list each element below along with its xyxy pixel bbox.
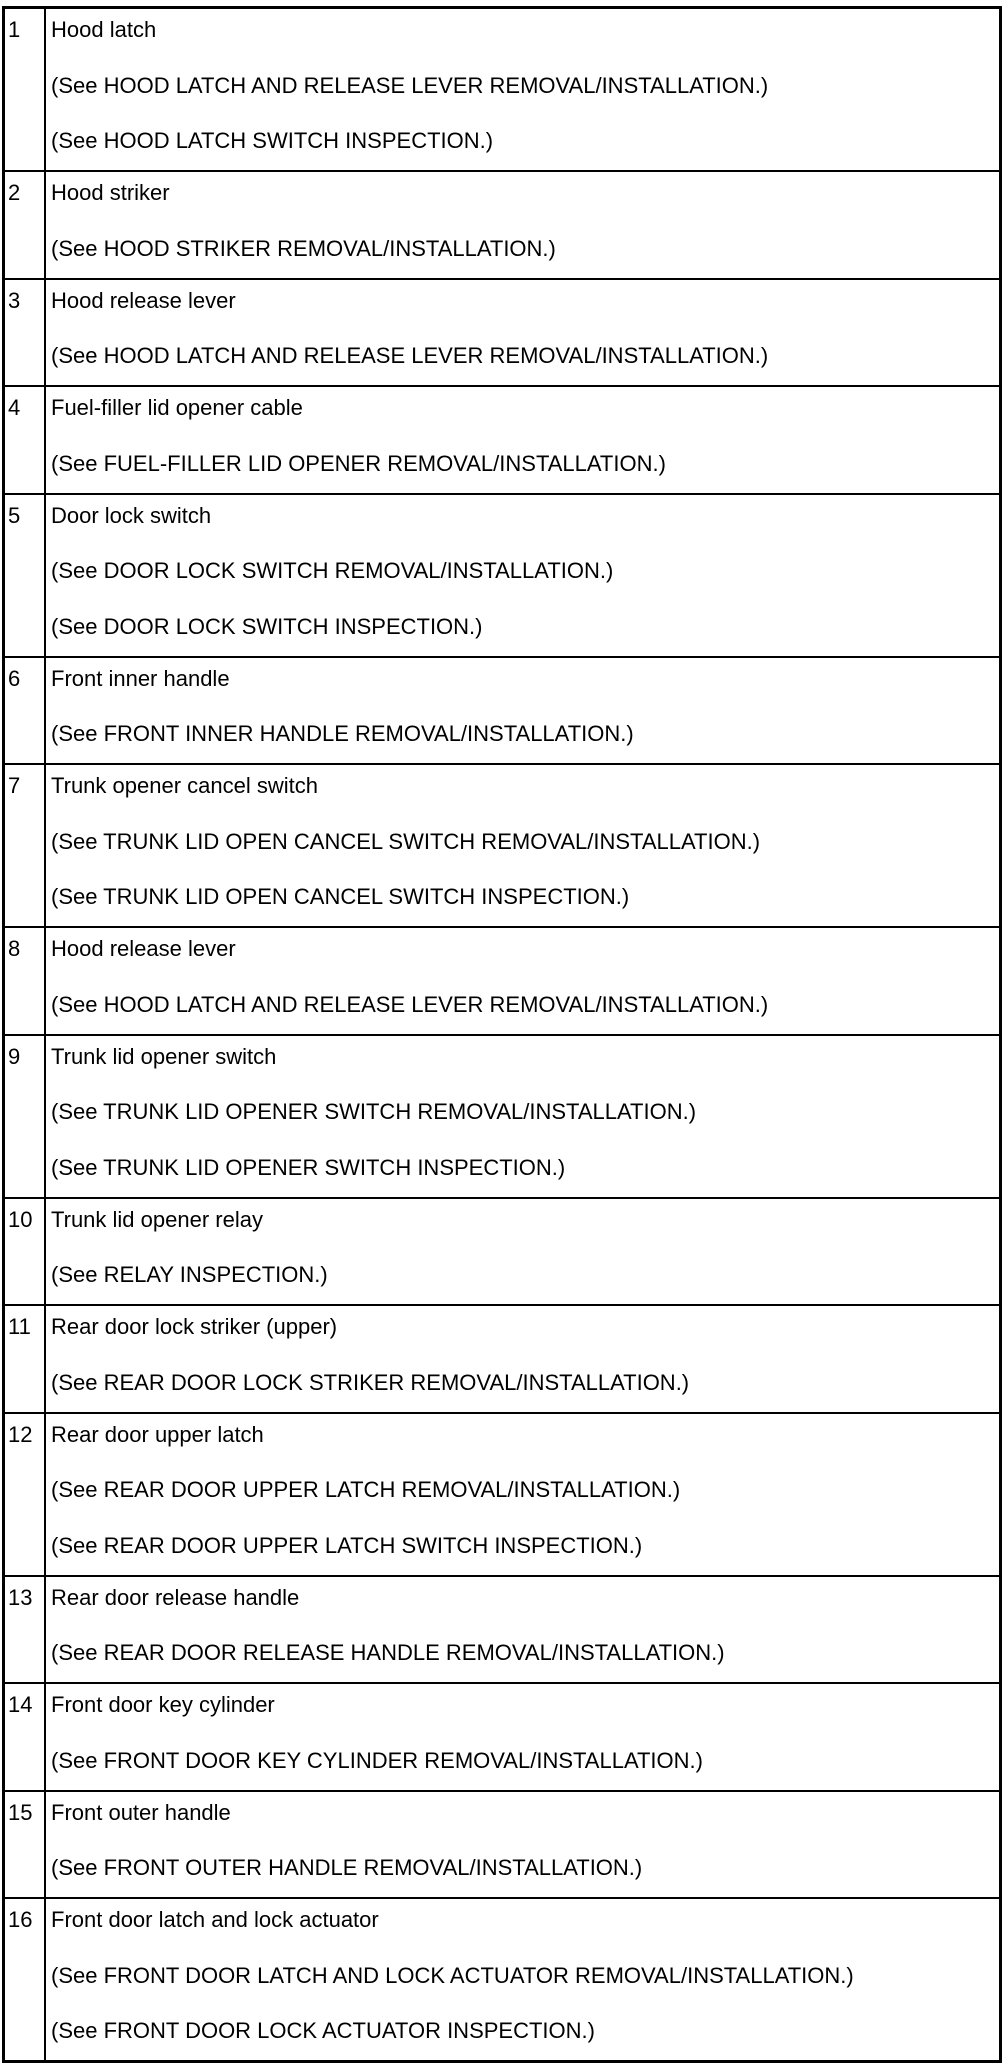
item-description [45, 764, 1001, 927]
item-reference-link[interactable]: (See HOOD STRIKER REMOVAL/INSTALLATION.) [51, 235, 556, 261]
item-title: Rear door lock striker (upper) [51, 1314, 338, 1339]
item-number: 5 [4, 494, 46, 657]
item-number: 12 [4, 1413, 46, 1576]
item-reference-link[interactable]: (See HOOD LATCH AND RELEASE LEVER REMOVAL/INSTALLATION.) [51, 72, 769, 98]
table-row [4, 1898, 1001, 2062]
item-reference-link[interactable]: (See REAR DOOR UPPER LATCH REMOVAL/INSTALLATION.) [51, 1477, 681, 1502]
table-row [4, 1413, 1001, 1576]
item-reference-link[interactable]: (See HOOD LATCH AND RELEASE LEVER REMOVAL/INSTALLATION.) [51, 991, 769, 1017]
table-row [4, 764, 1001, 927]
item-reference-link[interactable]: (See RELAY INSPECTION.) [51, 1262, 328, 1287]
item-reference-link[interactable]: (See TRUNK LID OPENER SWITCH REMOVAL/INSTALLATION.) [51, 1099, 697, 1124]
table-row [4, 8, 1001, 172]
item-title: Hood striker [51, 180, 170, 205]
table-row [4, 1683, 1001, 1791]
item-title: Trunk opener cancel switch [51, 773, 318, 798]
item-title: Door lock switch [51, 502, 212, 528]
item-description [45, 1791, 1001, 1899]
item-reference-link[interactable]: (See HOOD LATCH SWITCH INSPECTION.) [51, 128, 494, 153]
item-number: 9 [4, 1035, 46, 1198]
item-reference-link[interactable]: (See TRUNK LID OPEN CANCEL SWITCH REMOVAL/INSTALLATION.) [51, 828, 761, 854]
item-title: Trunk lid opener relay [51, 1206, 263, 1232]
item-number: 10 [4, 1198, 46, 1306]
parts-table [2, 6, 1002, 2063]
table-row [4, 1198, 1001, 1306]
item-reference-link[interactable]: (See DOOR LOCK SWITCH INSPECTION.) [51, 613, 483, 639]
item-reference-link[interactable]: (See FRONT OUTER HANDLE REMOVAL/INSTALLATION.) [51, 1855, 643, 1880]
item-title: Front door latch and lock actuator [51, 1907, 379, 1932]
item-number: 2 [4, 171, 46, 279]
table-row [4, 1305, 1001, 1413]
item-description [45, 279, 1001, 387]
item-number: 16 [4, 1898, 46, 2062]
item-number: 14 [4, 1683, 46, 1791]
item-reference-link[interactable]: (See REAR DOOR RELEASE HANDLE REMOVAL/INSTALLATION.) [51, 1640, 725, 1665]
parts-table-body [4, 8, 1001, 2062]
item-description [45, 1683, 1001, 1791]
item-description [45, 1198, 1001, 1306]
item-description [45, 657, 1001, 765]
table-row [4, 927, 1001, 1035]
item-description [45, 927, 1001, 1035]
item-reference-link[interactable]: (See HOOD LATCH AND RELEASE LEVER REMOVAL/INSTALLATION.) [51, 343, 769, 368]
item-title: Hood latch [51, 17, 157, 42]
item-number: 1 [4, 8, 46, 172]
table-row [4, 171, 1001, 279]
item-number: 13 [4, 1576, 46, 1684]
item-reference-link[interactable]: (See FRONT DOOR LOCK ACTUATOR INSPECTION.) [51, 2018, 595, 2043]
item-title: Fuel-filler lid opener cable [51, 395, 303, 420]
item-description [45, 1035, 1001, 1198]
item-description [45, 171, 1001, 279]
item-title: Front outer handle [51, 1799, 231, 1825]
item-reference-link[interactable]: (See FRONT DOOR KEY CYLINDER REMOVAL/INSTALLATION.) [51, 1747, 703, 1773]
item-description [45, 386, 1001, 494]
table-row [4, 657, 1001, 765]
item-description [45, 1898, 1001, 2062]
item-title: Hood release lever [51, 936, 236, 961]
parts-table-container [2, 6, 1002, 2063]
item-description [45, 1305, 1001, 1413]
table-row [4, 1035, 1001, 1198]
item-reference-link[interactable]: (See DOOR LOCK SWITCH REMOVAL/INSTALLATION.) [51, 558, 614, 583]
item-title: Rear door upper latch [51, 1421, 264, 1447]
item-number: 11 [4, 1305, 46, 1413]
item-title: Trunk lid opener switch [51, 1043, 277, 1069]
table-row [4, 494, 1001, 657]
table-row [4, 1791, 1001, 1899]
item-title: Rear door release handle [51, 1584, 300, 1610]
item-number: 7 [4, 764, 46, 927]
item-title: Front inner handle [51, 665, 230, 691]
item-number: 15 [4, 1791, 46, 1899]
item-reference-link[interactable]: (See TRUNK LID OPEN CANCEL SWITCH INSPECTION.) [51, 884, 630, 909]
item-number: 4 [4, 386, 46, 494]
item-reference-link[interactable]: (See FUEL-FILLER LID OPENER REMOVAL/INSTALLATION.) [51, 450, 666, 476]
item-number: 3 [4, 279, 46, 387]
item-description [45, 1413, 1001, 1576]
item-number: 6 [4, 657, 46, 765]
item-reference-link[interactable]: (See REAR DOOR LOCK STRIKER REMOVAL/INSTALLATION.) [51, 1369, 690, 1395]
table-row [4, 1576, 1001, 1684]
item-description [45, 1576, 1001, 1684]
item-description [45, 494, 1001, 657]
item-description [45, 8, 1001, 172]
item-title: Hood release lever [51, 287, 236, 313]
item-title: Front door key cylinder [51, 1692, 275, 1717]
table-row [4, 279, 1001, 387]
item-reference-link[interactable]: (See FRONT INNER HANDLE REMOVAL/INSTALLATION.) [51, 721, 634, 746]
table-row [4, 386, 1001, 494]
item-number: 8 [4, 927, 46, 1035]
item-reference-link[interactable]: (See TRUNK LID OPENER SWITCH INSPECTION.) [51, 1154, 566, 1180]
item-reference-link[interactable]: (See FRONT DOOR LATCH AND LOCK ACTUATOR REMOVAL/INSTALLATION.) [51, 1962, 854, 1988]
item-reference-link[interactable]: (See REAR DOOR UPPER LATCH SWITCH INSPECTION.) [51, 1532, 643, 1558]
